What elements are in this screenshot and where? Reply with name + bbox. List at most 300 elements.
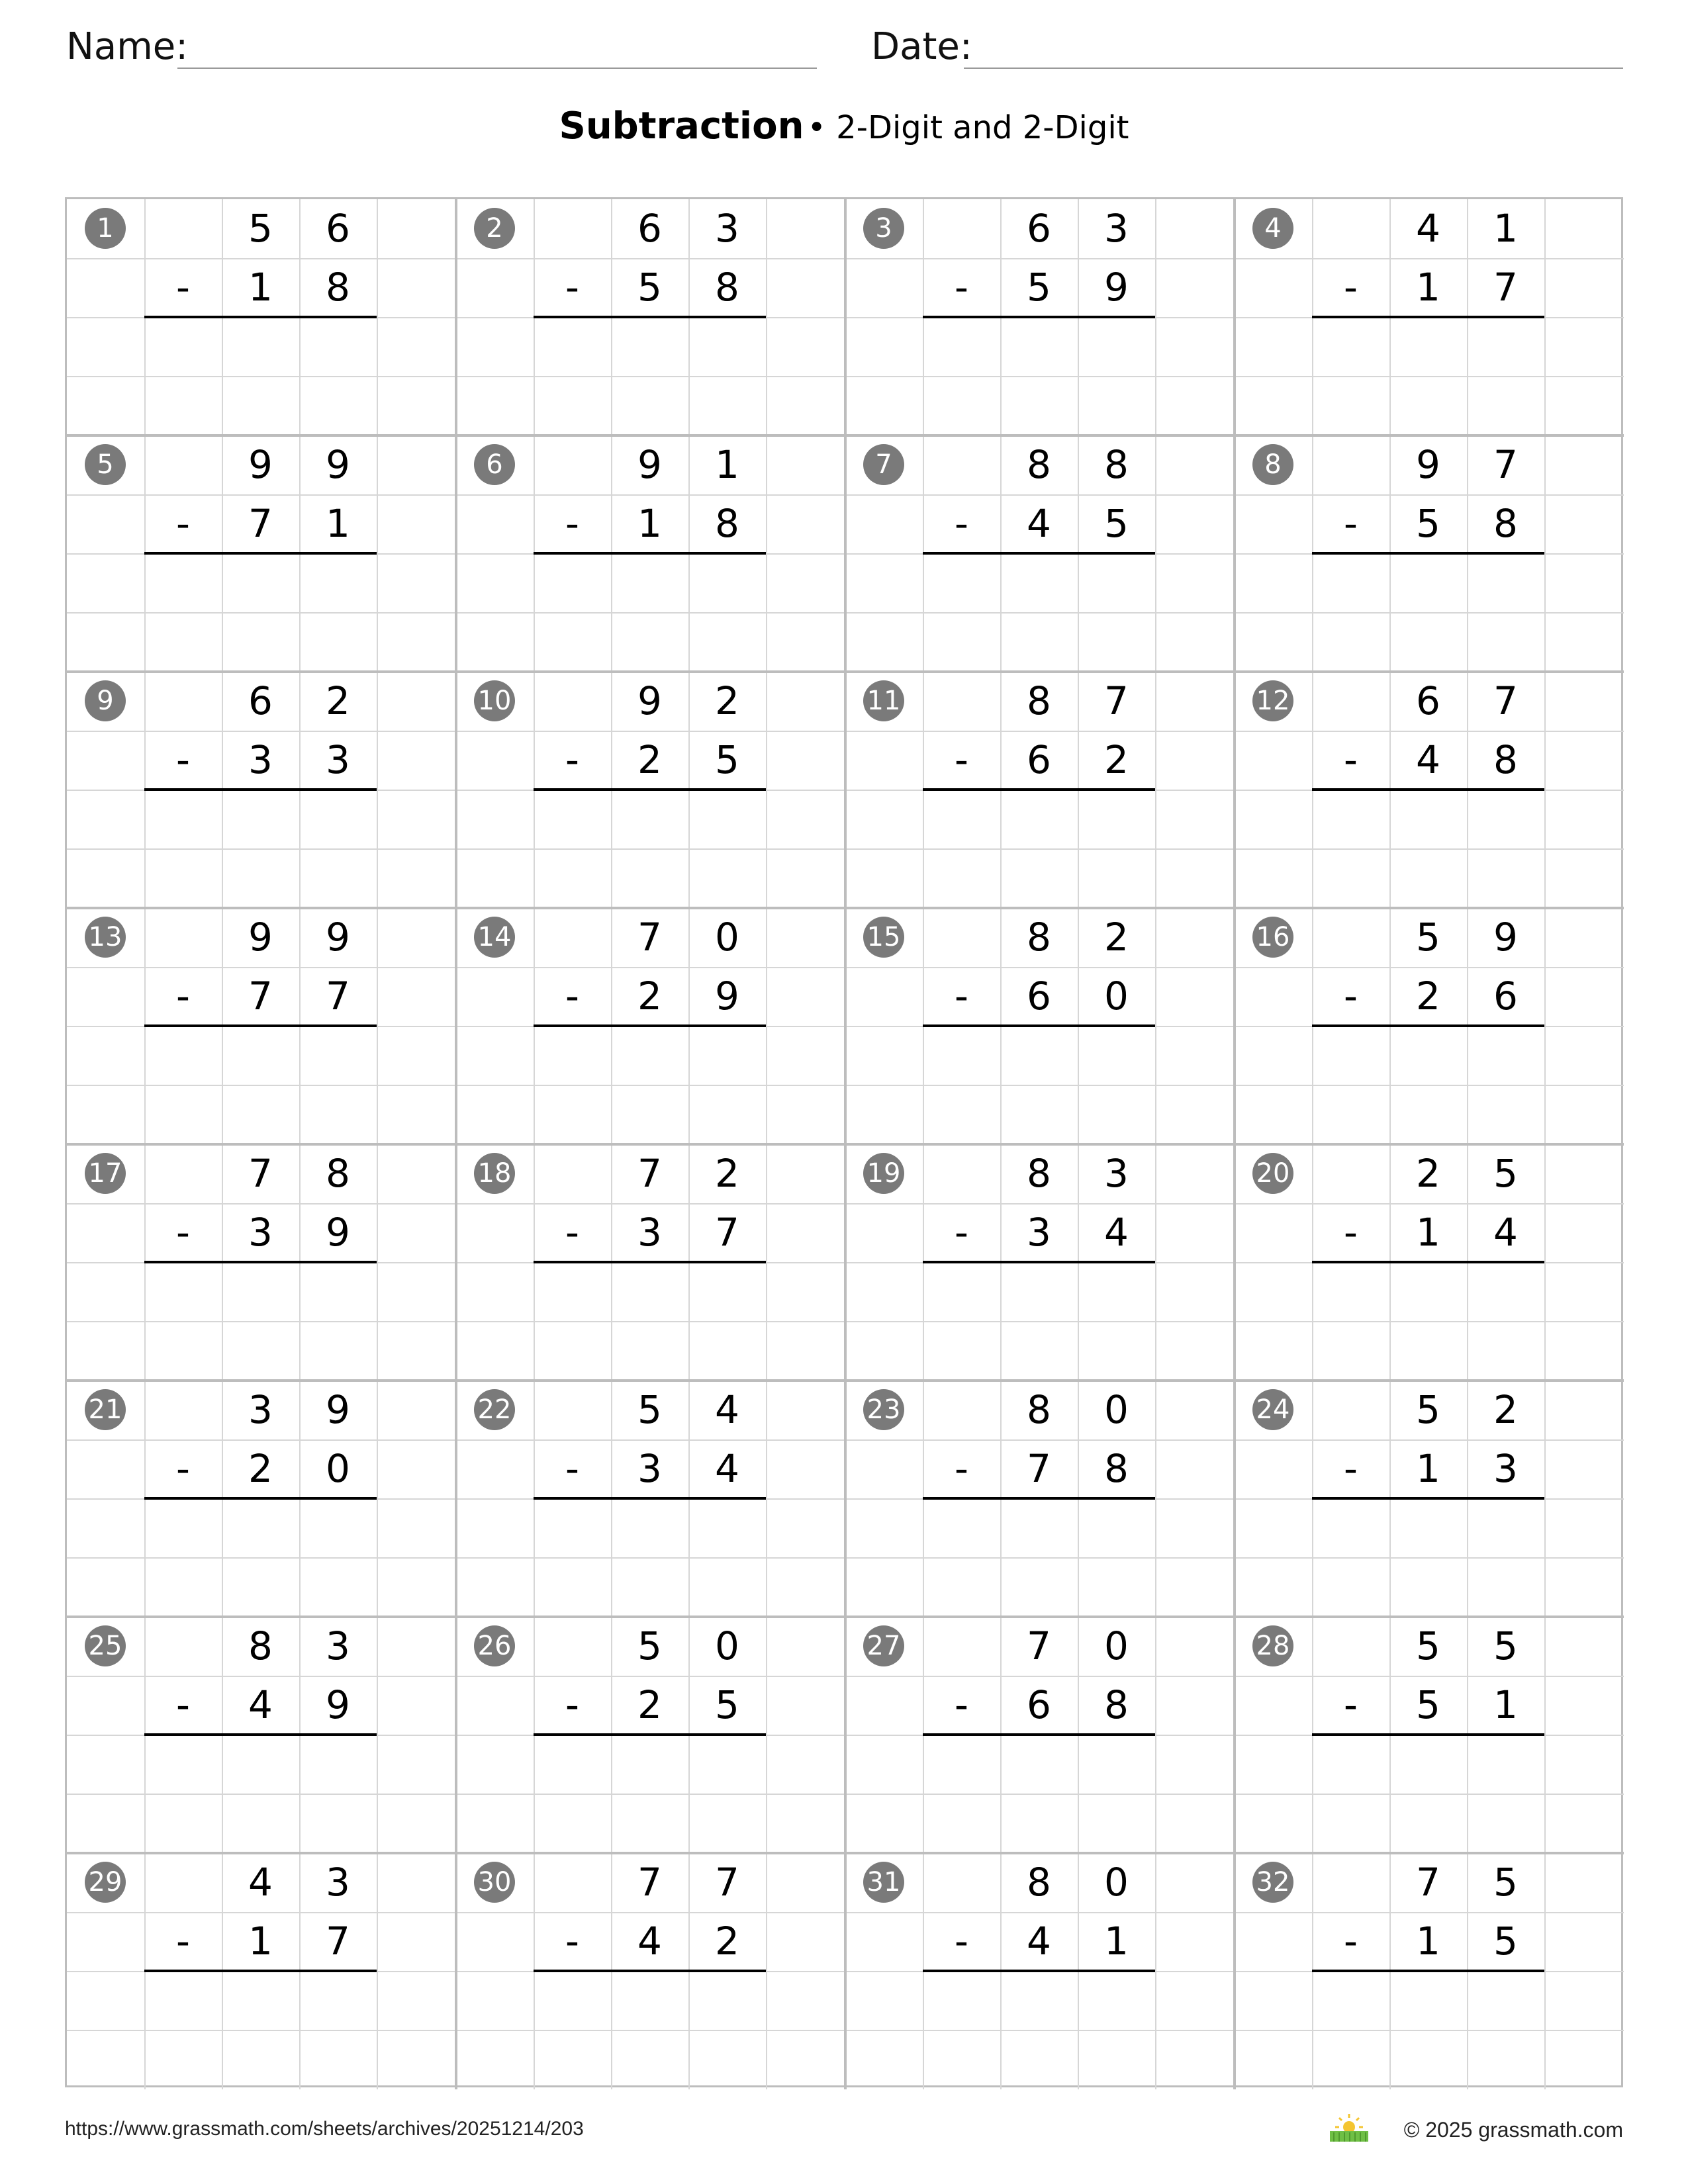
answer-area[interactable] xyxy=(534,791,766,847)
subtrahend-digit: 1 xyxy=(326,501,350,546)
grid-line xyxy=(67,1557,456,1559)
problem-number-badge: 23 xyxy=(863,1389,904,1430)
minuend-digit: 7 xyxy=(1416,1860,1440,1905)
minuend-digit: 0 xyxy=(1104,1860,1129,1905)
minus-sign: - xyxy=(176,974,190,1019)
minuend-digit: 3 xyxy=(1104,1151,1129,1196)
minuend-digit: 7 xyxy=(1493,442,1518,487)
problem-13 xyxy=(67,908,456,1144)
subtrahend-digit: 7 xyxy=(248,974,273,1019)
minus-sign: - xyxy=(955,1446,968,1491)
answer-area[interactable] xyxy=(534,318,766,375)
problem-number-badge: 22 xyxy=(474,1389,515,1430)
subtrahend-digit: 9 xyxy=(326,1210,350,1255)
subtrahend-digit: 3 xyxy=(1493,1446,1518,1491)
block-divider xyxy=(455,199,457,435)
grid-line xyxy=(845,612,1235,614)
minus-sign: - xyxy=(176,1919,190,1964)
minuend-digit: 9 xyxy=(326,915,350,960)
problem-21 xyxy=(67,1381,456,1617)
minuend-digit: 6 xyxy=(326,206,350,251)
minus-sign: - xyxy=(565,1446,579,1491)
name-label: Name: xyxy=(66,25,189,68)
title-main: Subtraction xyxy=(559,105,804,148)
subtrahend-digit: 8 xyxy=(715,501,739,546)
subtrahend-digit: 1 xyxy=(248,265,273,310)
answer-area[interactable] xyxy=(1312,555,1544,611)
minuend-digit: 2 xyxy=(1104,915,1129,960)
answer-area[interactable] xyxy=(144,1500,377,1556)
subtrahend-digit: 2 xyxy=(637,974,662,1019)
problem-30 xyxy=(456,1853,845,2089)
block-divider xyxy=(1233,1381,1236,1617)
subtrahend-digit: 8 xyxy=(1493,737,1518,782)
subtrahend-digit: 9 xyxy=(1104,265,1129,310)
grid-line xyxy=(1235,1794,1624,1795)
answer-area[interactable] xyxy=(144,318,377,375)
subtrahend-digit: 3 xyxy=(248,1210,273,1255)
minuend-digit: 5 xyxy=(637,1623,662,1668)
problem-17 xyxy=(67,1144,456,1381)
block-divider xyxy=(1233,1853,1236,2089)
problem-5 xyxy=(67,435,456,672)
minus-sign: - xyxy=(565,1919,579,1964)
subtrahend-digit: 4 xyxy=(248,1682,273,1727)
block-divider xyxy=(1233,199,1236,435)
grid-line xyxy=(67,612,456,614)
date-line[interactable] xyxy=(964,68,1623,69)
sun-over-grass-icon xyxy=(1327,2110,1371,2143)
answer-area[interactable] xyxy=(923,555,1155,611)
grid-line xyxy=(845,848,1235,850)
problem-22 xyxy=(456,1381,845,1617)
problem-number-badge: 12 xyxy=(1252,680,1293,721)
subtrahend-digit: 3 xyxy=(637,1210,662,1255)
subtrahend-digit: 7 xyxy=(1493,265,1518,310)
minuend-digit: 5 xyxy=(1493,1860,1518,1905)
subtrahend-digit: 5 xyxy=(715,1682,739,1727)
minuend-digit: 2 xyxy=(715,1151,739,1196)
minus-sign: - xyxy=(176,265,190,310)
footer-copyright: © 2025 grassmath.com xyxy=(1403,2118,1623,2142)
problem-7 xyxy=(845,435,1235,672)
subtrahend-digit: 8 xyxy=(1493,501,1518,546)
subtrahend-digit: 7 xyxy=(326,974,350,1019)
block-divider xyxy=(1233,672,1236,908)
problem-8 xyxy=(1235,435,1624,672)
subtrahend-digit: 6 xyxy=(1027,737,1051,782)
subtrahend-digit: 5 xyxy=(715,737,739,782)
subtrahend-digit: 3 xyxy=(637,1446,662,1491)
minus-sign: - xyxy=(565,737,579,782)
subtrahend-digit: 5 xyxy=(1027,265,1051,310)
problem-15 xyxy=(845,908,1235,1144)
problem-number-badge: 21 xyxy=(85,1389,126,1430)
problem-32 xyxy=(1235,1853,1624,2089)
grid-line xyxy=(1235,848,1624,850)
subtrahend-digit: 2 xyxy=(637,1682,662,1727)
minuend-digit: 3 xyxy=(326,1860,350,1905)
answer-area[interactable] xyxy=(1312,1500,1544,1556)
grid-line xyxy=(845,2030,1235,2031)
minuend-digit: 5 xyxy=(248,206,273,251)
minuend-digit: 7 xyxy=(637,1151,662,1196)
grid-line xyxy=(67,2030,456,2031)
grid-line xyxy=(456,1557,845,1559)
problem-23 xyxy=(845,1381,1235,1617)
block-divider xyxy=(455,435,457,672)
minus-sign: - xyxy=(565,974,579,1019)
grid-line xyxy=(67,1085,456,1086)
name-line[interactable] xyxy=(177,68,817,69)
minuend-digit: 1 xyxy=(1493,206,1518,251)
minus-sign: - xyxy=(176,1446,190,1491)
subtrahend-digit: 7 xyxy=(1027,1446,1051,1491)
minuend-digit: 7 xyxy=(1027,1623,1051,1668)
minuend-digit: 7 xyxy=(1493,678,1518,723)
block-divider xyxy=(455,1381,457,1617)
grid-line xyxy=(845,376,1235,377)
subtrahend-digit: 9 xyxy=(715,974,739,1019)
subtrahend-digit: 5 xyxy=(1416,1682,1440,1727)
subtrahend-digit: 6 xyxy=(1493,974,1518,1019)
block-divider xyxy=(1233,435,1236,672)
block-divider xyxy=(844,672,847,908)
block-divider xyxy=(1233,1617,1236,1853)
minuend-digit: 9 xyxy=(248,442,273,487)
subtrahend-digit: 2 xyxy=(715,1919,739,1964)
subtrahend-digit: 1 xyxy=(1416,1210,1440,1255)
answer-area[interactable] xyxy=(534,1500,766,1556)
answer-area[interactable] xyxy=(144,1972,377,2028)
grid-line xyxy=(845,1321,1235,1322)
minuend-digit: 7 xyxy=(637,915,662,960)
problem-number-badge: 18 xyxy=(474,1153,515,1194)
answer-area[interactable] xyxy=(923,318,1155,375)
block-divider xyxy=(455,1617,457,1853)
subtrahend-digit: 2 xyxy=(1104,737,1129,782)
minuend-digit: 9 xyxy=(1493,915,1518,960)
answer-area[interactable] xyxy=(1312,791,1544,847)
block-divider xyxy=(1233,908,1236,1144)
problem-27 xyxy=(845,1617,1235,1853)
problem-number-badge: 32 xyxy=(1252,1862,1293,1903)
subtrahend-digit: 8 xyxy=(1104,1682,1129,1727)
problem-31 xyxy=(845,1853,1235,2089)
minus-sign: - xyxy=(1344,1210,1358,1255)
problem-18 xyxy=(456,1144,845,1381)
block-divider xyxy=(455,1853,457,2089)
answer-area[interactable] xyxy=(923,1027,1155,1083)
grid-line xyxy=(1235,612,1624,614)
subtrahend-digit: 5 xyxy=(637,265,662,310)
subtrahend-digit: 4 xyxy=(1027,1919,1051,1964)
subtrahend-digit: 1 xyxy=(248,1919,273,1964)
subtrahend-digit: 2 xyxy=(1416,974,1440,1019)
grid-line xyxy=(456,1321,845,1322)
problem-29 xyxy=(67,1853,456,2089)
block-divider xyxy=(844,1144,847,1381)
block-divider xyxy=(844,908,847,1144)
block-divider xyxy=(455,908,457,1144)
grid-line xyxy=(456,848,845,850)
answer-area[interactable] xyxy=(1312,1027,1544,1083)
minuend-digit: 3 xyxy=(326,1623,350,1668)
minuend-digit: 8 xyxy=(1027,442,1051,487)
answer-area[interactable] xyxy=(923,1972,1155,2028)
problem-number-badge: 1 xyxy=(85,208,126,249)
minuend-digit: 8 xyxy=(1027,915,1051,960)
answer-area[interactable] xyxy=(534,555,766,611)
subtrahend-digit: 2 xyxy=(248,1446,273,1491)
answer-area[interactable] xyxy=(144,1263,377,1320)
minus-sign: - xyxy=(176,1682,190,1727)
subtrahend-digit: 5 xyxy=(1104,501,1129,546)
minuend-digit: 9 xyxy=(248,915,273,960)
footer-url: https://www.grassmath.com/sheets/archives/20251214/203 xyxy=(65,2118,584,2140)
subtrahend-digit: 6 xyxy=(1027,974,1051,1019)
subtrahend-digit: 4 xyxy=(1416,737,1440,782)
minus-sign: - xyxy=(1344,1919,1358,1964)
title-subtitle: • 2-Digit and 2-Digit xyxy=(807,109,1129,146)
problem-number-badge: 7 xyxy=(863,444,904,485)
minuend-digit: 5 xyxy=(637,1387,662,1432)
problem-number-badge: 10 xyxy=(474,680,515,721)
grid-line xyxy=(1235,1085,1624,1086)
problem-number-badge: 28 xyxy=(1252,1625,1293,1666)
problem-number-badge: 8 xyxy=(1252,444,1293,485)
answer-area[interactable] xyxy=(144,1736,377,1792)
subtrahend-digit: 1 xyxy=(1104,1919,1129,1964)
subtrahend-digit: 3 xyxy=(1027,1210,1051,1255)
problem-number-badge: 13 xyxy=(85,917,126,958)
minus-sign: - xyxy=(1344,501,1358,546)
answer-area[interactable] xyxy=(923,1736,1155,1792)
problem-number-badge: 14 xyxy=(474,917,515,958)
answer-area[interactable] xyxy=(1312,1972,1544,2028)
minuend-digit: 8 xyxy=(1104,442,1129,487)
minus-sign: - xyxy=(565,1682,579,1727)
grid-line xyxy=(1235,1321,1624,1322)
minuend-digit: 5 xyxy=(1416,915,1440,960)
subtrahend-digit: 1 xyxy=(1416,1446,1440,1491)
subtrahend-digit: 7 xyxy=(715,1210,739,1255)
minuend-digit: 4 xyxy=(248,1860,273,1905)
minuend-digit: 8 xyxy=(248,1623,273,1668)
problem-number-badge: 26 xyxy=(474,1625,515,1666)
minuend-digit: 6 xyxy=(1416,678,1440,723)
problem-number-badge: 30 xyxy=(474,1862,515,1903)
minuend-digit: 3 xyxy=(715,206,739,251)
minus-sign: - xyxy=(955,1682,968,1727)
problem-9 xyxy=(67,672,456,908)
problem-28 xyxy=(1235,1617,1624,1853)
problem-16 xyxy=(1235,908,1624,1144)
block-divider xyxy=(844,1381,847,1617)
minus-sign: - xyxy=(565,501,579,546)
problem-number-badge: 31 xyxy=(863,1862,904,1903)
problem-grid xyxy=(65,197,1623,2087)
problem-14 xyxy=(456,908,845,1144)
minuend-digit: 1 xyxy=(715,442,739,487)
minuend-digit: 0 xyxy=(715,915,739,960)
date-label: Date: xyxy=(871,25,972,68)
minuend-digit: 2 xyxy=(1416,1151,1440,1196)
minuend-digit: 7 xyxy=(715,1860,739,1905)
block-divider xyxy=(844,199,847,435)
answer-area[interactable] xyxy=(534,1263,766,1320)
subtrahend-digit: 3 xyxy=(326,737,350,782)
minuend-digit: 7 xyxy=(248,1151,273,1196)
problem-number-badge: 29 xyxy=(85,1862,126,1903)
subtrahend-digit: 1 xyxy=(1493,1682,1518,1727)
problem-number-badge: 3 xyxy=(863,208,904,249)
block-divider xyxy=(844,1853,847,2089)
subtrahend-digit: 4 xyxy=(1027,501,1051,546)
subtrahend-digit: 0 xyxy=(326,1446,350,1491)
problem-12 xyxy=(1235,672,1624,908)
problem-number-badge: 19 xyxy=(863,1153,904,1194)
answer-area[interactable] xyxy=(534,1027,766,1083)
problem-number-badge: 2 xyxy=(474,208,515,249)
minus-sign: - xyxy=(955,737,968,782)
problem-number-badge: 15 xyxy=(863,917,904,958)
minuend-digit: 6 xyxy=(1027,206,1051,251)
subtrahend-digit: 4 xyxy=(1493,1210,1518,1255)
worksheet-title xyxy=(0,105,1688,148)
problem-number-badge: 5 xyxy=(85,444,126,485)
minus-sign: - xyxy=(1344,265,1358,310)
subtrahend-digit: 5 xyxy=(1416,501,1440,546)
grid-line xyxy=(67,1321,456,1322)
subtrahend-digit: 3 xyxy=(248,737,273,782)
problem-25 xyxy=(67,1617,456,1853)
problem-10 xyxy=(456,672,845,908)
minuend-digit: 9 xyxy=(637,678,662,723)
grid-line xyxy=(1235,376,1624,377)
minus-sign: - xyxy=(955,974,968,1019)
minuend-digit: 5 xyxy=(1493,1623,1518,1668)
grid-line xyxy=(67,1794,456,1795)
problem-number-badge: 17 xyxy=(85,1153,126,1194)
minus-sign: - xyxy=(565,265,579,310)
problem-3 xyxy=(845,199,1235,435)
block-divider xyxy=(455,1144,457,1381)
minus-sign: - xyxy=(176,501,190,546)
subtrahend-digit: 1 xyxy=(1416,265,1440,310)
minuend-digit: 8 xyxy=(1027,1387,1051,1432)
minus-sign: - xyxy=(176,737,190,782)
minus-sign: - xyxy=(565,1210,579,1255)
minuend-digit: 9 xyxy=(326,442,350,487)
minuend-digit: 8 xyxy=(1027,1860,1051,1905)
answer-area[interactable] xyxy=(1312,318,1544,375)
minuend-digit: 9 xyxy=(1416,442,1440,487)
problem-number-badge: 24 xyxy=(1252,1389,1293,1430)
subtrahend-digit: 0 xyxy=(1104,974,1129,1019)
minus-sign: - xyxy=(176,1210,190,1255)
subtrahend-digit: 4 xyxy=(715,1446,739,1491)
grid-line xyxy=(456,2030,845,2031)
answer-area[interactable] xyxy=(144,555,377,611)
minus-sign: - xyxy=(1344,737,1358,782)
minuend-digit: 8 xyxy=(326,1151,350,1196)
minuend-digit: 3 xyxy=(1104,206,1129,251)
subtrahend-digit: 1 xyxy=(1416,1919,1440,1964)
problem-4 xyxy=(1235,199,1624,435)
subtrahend-digit: 4 xyxy=(1104,1210,1129,1255)
subtrahend-digit: 6 xyxy=(1027,1682,1051,1727)
subtrahend-digit: 8 xyxy=(326,265,350,310)
problem-6 xyxy=(456,435,845,672)
grid-line xyxy=(456,1794,845,1795)
minus-sign: - xyxy=(955,501,968,546)
answer-area[interactable] xyxy=(1312,1263,1544,1320)
answer-area[interactable] xyxy=(534,1736,766,1792)
minuend-digit: 2 xyxy=(1493,1387,1518,1432)
answer-area[interactable] xyxy=(923,1500,1155,1556)
minuend-digit: 6 xyxy=(248,678,273,723)
grid-line xyxy=(456,612,845,614)
minus-sign: - xyxy=(1344,1446,1358,1491)
grid-line xyxy=(1235,1557,1624,1559)
problem-20 xyxy=(1235,1144,1624,1381)
subtrahend-digit: 8 xyxy=(715,265,739,310)
grid-line xyxy=(67,848,456,850)
problem-number-badge: 9 xyxy=(85,680,126,721)
problem-number-badge: 25 xyxy=(85,1625,126,1666)
subtrahend-digit: 9 xyxy=(326,1682,350,1727)
problem-1 xyxy=(67,199,456,435)
problem-24 xyxy=(1235,1381,1624,1617)
block-divider xyxy=(455,672,457,908)
minuend-digit: 0 xyxy=(1104,1623,1129,1668)
minuend-digit: 7 xyxy=(637,1860,662,1905)
minus-sign: - xyxy=(1344,974,1358,1019)
minuend-digit: 4 xyxy=(1416,206,1440,251)
grid-line xyxy=(67,376,456,377)
problem-2 xyxy=(456,199,845,435)
subtrahend-digit: 1 xyxy=(637,501,662,546)
answer-area[interactable] xyxy=(144,791,377,847)
answer-area[interactable] xyxy=(923,1263,1155,1320)
problem-number-badge: 6 xyxy=(474,444,515,485)
minus-sign: - xyxy=(955,265,968,310)
subtrahend-digit: 8 xyxy=(1104,1446,1129,1491)
minuend-digit: 2 xyxy=(326,678,350,723)
problem-number-badge: 11 xyxy=(863,680,904,721)
answer-area[interactable] xyxy=(534,1972,766,2028)
problem-11 xyxy=(845,672,1235,908)
minuend-digit: 0 xyxy=(1104,1387,1129,1432)
answer-area[interactable] xyxy=(923,791,1155,847)
answer-area[interactable] xyxy=(144,1027,377,1083)
minuend-digit: 9 xyxy=(637,442,662,487)
grid-line xyxy=(456,376,845,377)
subtrahend-digit: 4 xyxy=(637,1919,662,1964)
problem-number-badge: 4 xyxy=(1252,208,1293,249)
minus-sign: - xyxy=(955,1210,968,1255)
minuend-digit: 7 xyxy=(1104,678,1129,723)
grid-line xyxy=(845,1794,1235,1795)
problem-number-badge: 27 xyxy=(863,1625,904,1666)
block-divider xyxy=(844,1617,847,1853)
minuend-digit: 5 xyxy=(1416,1387,1440,1432)
minuend-digit: 8 xyxy=(1027,1151,1051,1196)
minuend-digit: 9 xyxy=(326,1387,350,1432)
answer-area[interactable] xyxy=(1312,1736,1544,1792)
minuend-digit: 6 xyxy=(637,206,662,251)
